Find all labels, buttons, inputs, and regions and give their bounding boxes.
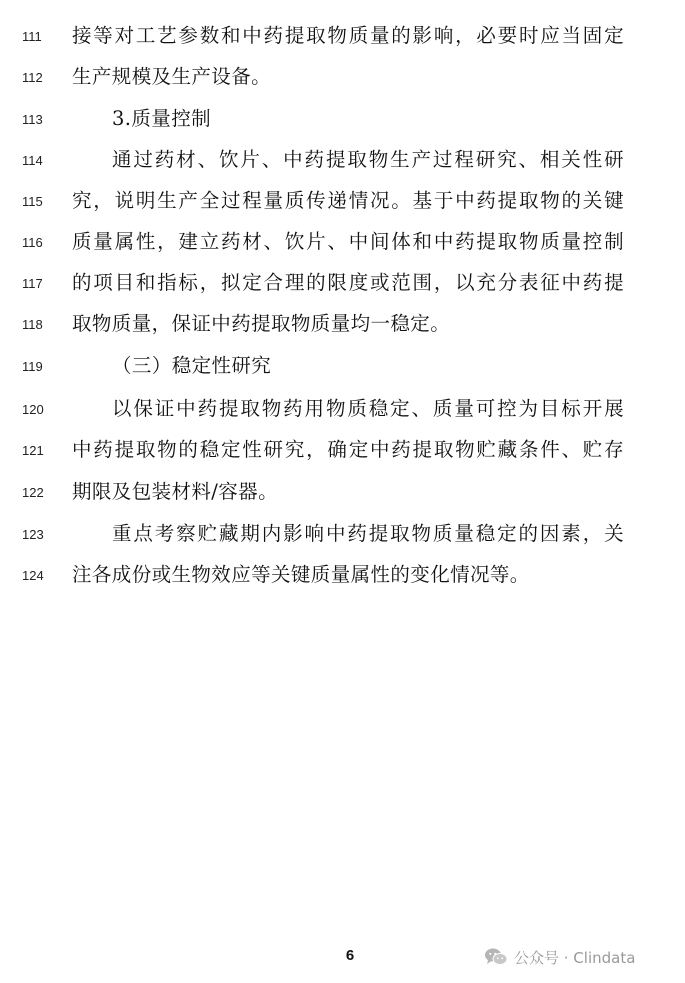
wechat-icon [484,947,508,967]
line-122 [0,476,685,517]
watermark [484,945,635,969]
line-text: 重点考察贮藏期内影响中药提取物质量稳定的因素，关 [112,522,624,545]
line-118 [0,308,685,349]
line-text: 质量属性，建立药材、饮片、中间体和中药提取物质量控制 [72,230,624,253]
line-111 [0,20,685,61]
line-text: 注各成份或生物效应等关键质量属性的变化情况等。 [72,563,530,586]
line-number: 119 [22,359,43,374]
line-number: 111 [22,29,42,44]
line-number: 116 [22,235,43,250]
line-number: 114 [22,153,43,168]
line-text: 的项目和指标，拟定合理的限度或范围，以充分表征中药提 [72,271,624,294]
line-116 [0,226,685,267]
section-heading: （三）稳定性研究 [112,354,272,377]
line-112 [0,61,685,102]
line-number: 117 [22,276,43,291]
line-117 [0,267,685,308]
line-text: 以保证中药提取物药用物质稳定、质量可控为目标开展 [112,397,624,420]
line-number: 121 [22,443,44,458]
line-123 [0,518,685,559]
page-number: 6 [345,947,355,964]
line-text: 生产规模及生产设备。 [72,65,272,88]
line-text: 究，说明生产全过程量质传递情况。基于中药提取物的关键 [72,189,624,212]
line-number: 113 [22,112,43,127]
line-number: 118 [22,317,43,332]
watermark-text: 公众号 · Clindata [514,948,636,967]
line-number: 124 [22,568,44,583]
line-114 [0,144,685,185]
line-121 [0,434,685,475]
line-number: 112 [22,70,43,85]
line-119 [0,350,685,391]
line-number: 120 [22,402,44,417]
line-text: 中药提取物的稳定性研究，确定中药提取物贮藏条件、贮存 [72,438,624,461]
line-113 [0,103,685,144]
line-text: 接等对工艺参数和中药提取物质量的影响，必要时应当固定 [72,24,624,47]
section-heading: 3.质量控制 [112,107,212,130]
line-number: 115 [22,194,43,209]
line-text: 通过药材、饮片、中药提取物生产过程研究、相关性研 [112,148,624,171]
line-number: 122 [22,485,44,500]
line-text: 取物质量，保证中药提取物质量均一稳定。 [72,312,451,335]
line-text: 期限及包装材料/容器。 [72,480,278,503]
line-120 [0,393,685,434]
line-number: 123 [22,527,44,542]
line-115 [0,185,685,226]
line-124 [0,559,685,600]
